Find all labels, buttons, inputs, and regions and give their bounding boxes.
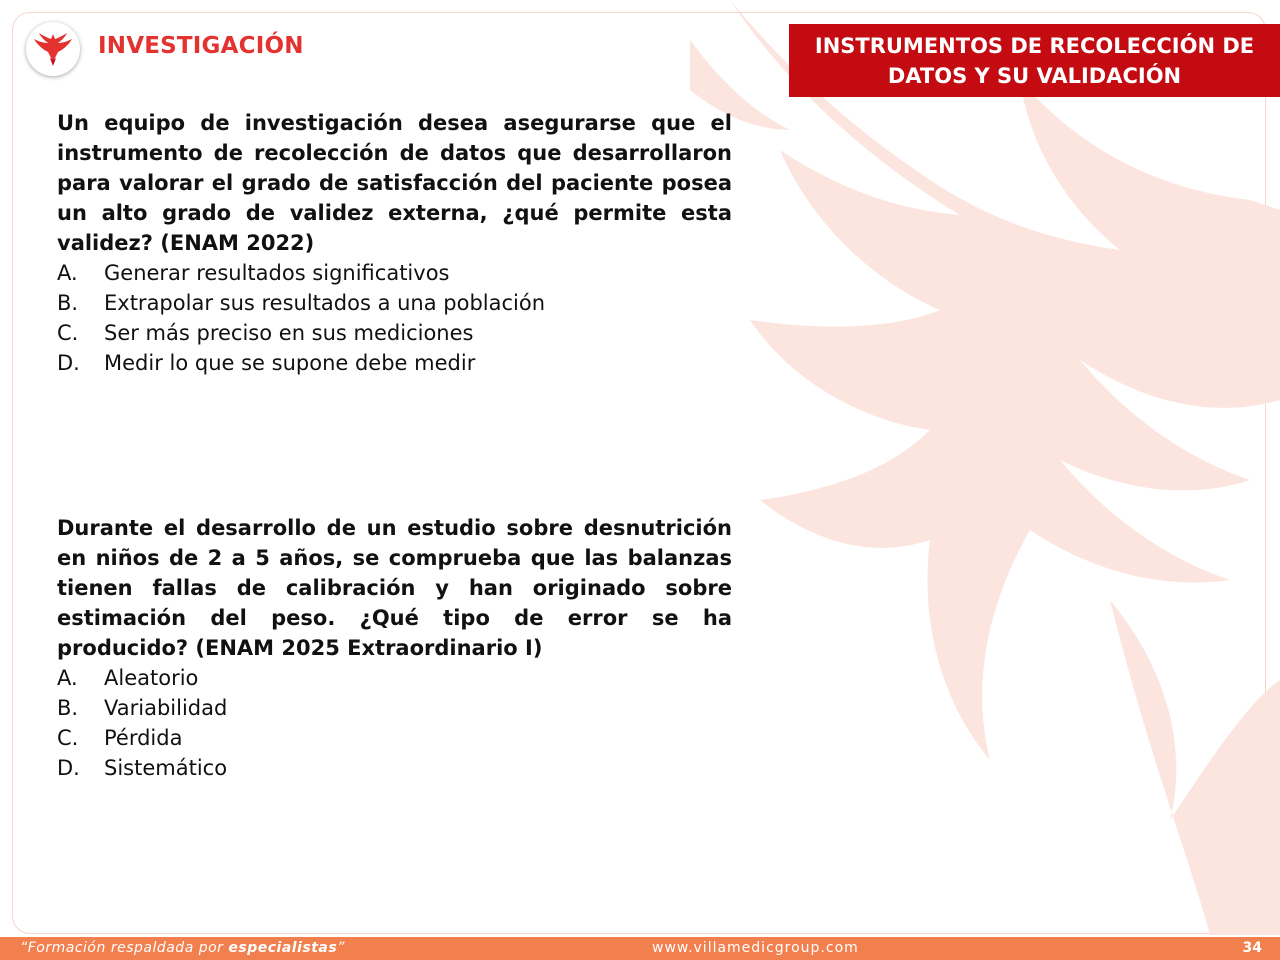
option-text: Generar resultados significativos <box>104 261 450 285</box>
company-logo <box>26 22 80 76</box>
footer-website: www.villamedicgroup.com <box>652 940 859 956</box>
page-number: 34 <box>1242 940 1262 956</box>
option-c <box>57 723 732 753</box>
option-letter: B. <box>57 696 79 720</box>
option-letter: C. <box>57 321 79 345</box>
slogan-emphasis: especialistas <box>228 940 338 956</box>
section-title: INVESTIGACIÓN <box>98 33 304 59</box>
option-letter: B. <box>57 291 79 315</box>
answer-options <box>57 663 732 783</box>
option-letter: D. <box>57 351 80 375</box>
question-stem: Un equipo de investigación desea asegurarse que el instrumento de recolección de datos que desarrollaron para valorar el grado de satisfacción del paciente posea un alto grado de validez externa, ¿qué permite esta validez? (ENAM 2022) <box>57 111 732 255</box>
option-letter: D. <box>57 756 80 780</box>
slogan-prefix: “Formación respaldada por <box>20 940 229 956</box>
option-b <box>57 693 732 723</box>
topic-banner-line-2: DATOS Y SU VALIDACIÓN <box>887 64 1182 88</box>
option-a <box>57 258 732 288</box>
option-text: Sistemático <box>104 756 228 780</box>
option-c <box>57 318 732 348</box>
option-text: Variabilidad <box>104 696 228 720</box>
topic-banner-line-1: INSTRUMENTOS DE RECOLECCIÓN DE <box>814 34 1255 58</box>
question-2 <box>57 513 732 783</box>
question-stem: Durante el desarrollo de un estudio sobre desnutrición en niños de 2 a 5 años, se comprueba que las balanzas tienen fallas de calibración y han originado sobre estimación del peso. ¿Qué tipo de error se ha producido? (ENAM 2025 Extraordinario I) <box>57 516 732 660</box>
question-1 <box>57 108 732 378</box>
topic-banner <box>789 24 1280 97</box>
option-text: Extrapolar sus resultados a una población <box>104 291 546 315</box>
option-text: Medir lo que se supone debe medir <box>104 351 476 375</box>
slogan-suffix: ” <box>337 940 345 956</box>
option-letter: C. <box>57 726 79 750</box>
option-text: Pérdida <box>104 726 183 750</box>
phoenix-watermark-icon <box>690 0 1280 935</box>
option-text: Aleatorio <box>104 666 199 690</box>
option-text: Ser más preciso en sus mediciones <box>104 321 474 345</box>
option-d <box>57 753 732 783</box>
footer-bar <box>0 937 1280 960</box>
option-d <box>57 348 732 378</box>
option-letter: A. <box>57 261 78 285</box>
option-letter: A. <box>57 666 78 690</box>
option-a <box>57 663 732 693</box>
phoenix-logo-icon <box>26 22 80 76</box>
answer-options <box>57 258 732 378</box>
footer-slogan <box>20 937 345 960</box>
option-b <box>57 288 732 318</box>
